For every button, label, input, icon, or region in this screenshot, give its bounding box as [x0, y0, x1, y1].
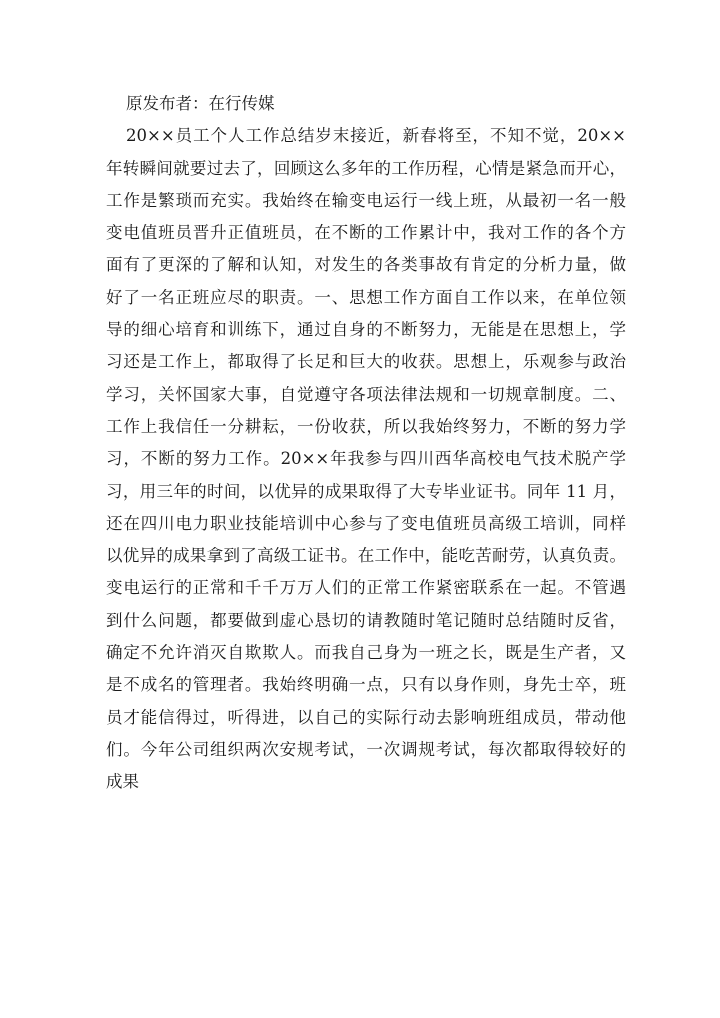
- body-line: 习，不断的努力工作。20××年我参与四川西华高校电气技术脱产学: [106, 449, 626, 469]
- body-line: 到什么问题，都要做到虚心恳切的请教随时笔记随时总结随时反省，: [106, 610, 626, 630]
- document-body: [106, 88, 626, 799]
- publisher-line: 原发布者：在行传媒: [126, 94, 275, 113]
- body-line: 导的细心培育和训练下，通过自身的不断努力，无能是在思想上，学: [106, 320, 626, 340]
- body-line: 习还是工作上，都取得了长足和巨大的收获。思想上，乐观参与政治: [106, 352, 626, 372]
- body-line: 变电值班员晋升正值班员，在不断的工作累计中，我对工作的各个方: [106, 223, 626, 243]
- body-line: 确定不允许消灭自欺欺人。而我自己身为一班之长，既是生产者，又: [106, 643, 626, 663]
- body-line: 面有了更深的了解和认知，对发生的各类事故有肯定的分析力量，做: [106, 255, 626, 275]
- body-line: 年转瞬间就要过去了，回顾这么多年的工作历程，心情是紧急而开心，: [106, 158, 626, 178]
- body-line: 好了一名正班应尽的职责。一、思想工作方面自工作以来，在单位领: [106, 287, 626, 307]
- body-line: 20××员工个人工作总结岁末接近，新春将至，不知不觉，20××: [126, 126, 626, 146]
- body-line: 工作上我信任一分耕耘，一份收获，所以我始终努力，不断的努力学: [106, 416, 626, 436]
- body-line: 工作是繁琐而充实。我始终在输变电运行一线上班，从最初一名一般: [106, 190, 626, 210]
- body-line: 还在四川电力职业技能培训中心参与了变电值班员高级工培训，同样: [106, 513, 626, 533]
- body-line: 以优异的成果拿到了高级工证书。在工作中，能吃苦耐劳，认真负责。: [106, 546, 626, 566]
- body-line: 们。今年公司组织两次安规考试，一次调规考试，每次都取得较好的: [106, 739, 626, 759]
- body-line: 员才能信得过，听得进，以自己的实际行动去影响班组成员，带动他: [106, 707, 626, 727]
- body-line: 习，用三年的时间，以优异的成果取得了大专毕业证书。同年 11 月，: [106, 481, 626, 501]
- body-line: 是不成名的管理者。我始终明确一点，只有以身作则，身先士卒，班: [106, 675, 626, 695]
- body-line: 学习，关怀国家大事，自觉遵守各项法律法规和一切规章制度。二、: [106, 384, 626, 404]
- body-line-last: 成果: [106, 772, 139, 792]
- body-line: 变电运行的正常和千千万万人们的正常工作紧密联系在一起。不管遇: [106, 578, 626, 598]
